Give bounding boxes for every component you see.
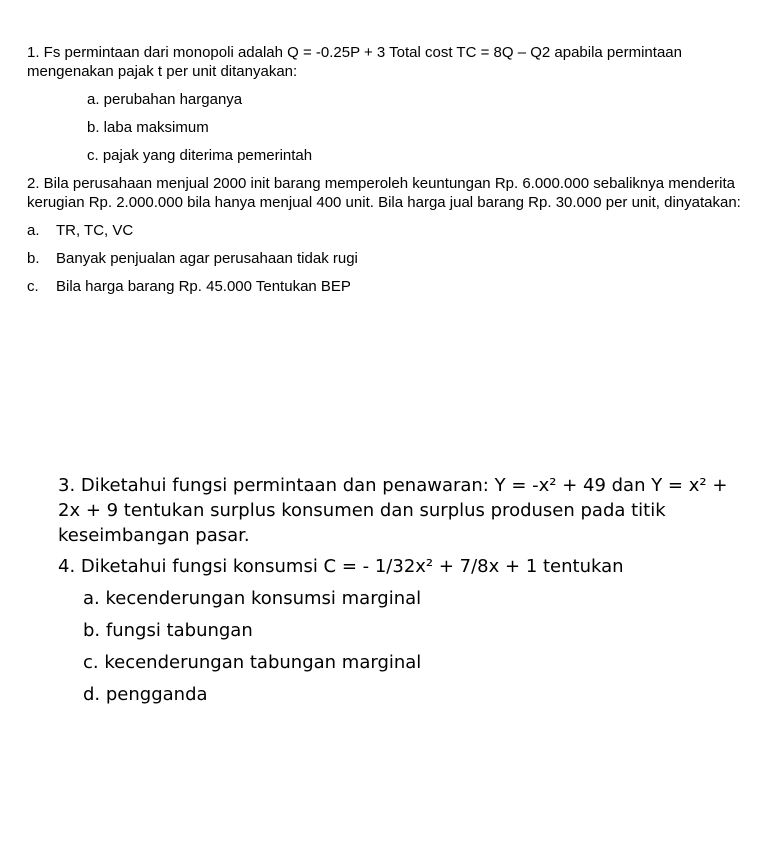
item-text: Banyak penjualan agar perusahaan tidak rugi (56, 250, 358, 267)
item-marker: c. (27, 278, 39, 295)
questions-part-1 (27, 43, 743, 296)
question-1-text: 1. Fs permintaan dari monopoli adalah Q = -0.25P + 3 Total cost TC = 8Q – Q2 apabila permintaan mengenakan pajak t per unit ditanyakan: (27, 44, 682, 80)
question-1-subitems (87, 90, 743, 165)
question-4-subitems (83, 586, 738, 707)
question-2-item-c (27, 277, 743, 296)
question-2-subitems (27, 221, 743, 296)
question-4-item-b: b. fungsi tabungan (83, 620, 253, 641)
question-2-item-a (27, 221, 743, 240)
question-1-item-c: c. pajak yang diterima pemerintah (87, 147, 313, 164)
questions-part-2 (58, 473, 738, 707)
question-2-item-b (27, 249, 743, 268)
question-3-text: 3. Diketahui fungsi permintaan dan penawaran: Y = -x² + 49 dan Y = x² + 2x + 9 tentukan surplus konsumen dan surplus produsen pada titik keseimbangan pasar. (58, 475, 728, 546)
item-marker: a. (27, 222, 40, 239)
question-4-item-d: d. pengganda (83, 684, 208, 705)
question-4-item-c: c. kecenderungan tabungan marginal (83, 652, 422, 673)
item-text: Bila harga barang Rp. 45.000 Tentukan BEP (56, 278, 351, 295)
item-text: TR, TC, VC (56, 222, 134, 239)
question-2-text: 2. Bila perusahaan menjual 2000 init barang memperoleh keuntungan Rp. 6.000.000 sebaliknya menderita kerugian Rp. 2.000.000 bila hanya menjual 400 unit. Bila harga jual barang Rp. 30.000 per unit, dinyatakan: (27, 175, 741, 211)
question-4-text: 4. Diketahui fungsi konsumsi C = - 1/32x² + 7/8x + 1 tentukan (58, 556, 624, 577)
question-1-item-a: a. perubahan harganya (87, 91, 243, 108)
question-4-item-a: a. kecenderungan konsumsi marginal (83, 588, 422, 609)
item-marker: b. (27, 250, 40, 267)
question-1-item-b: b. laba maksimum (87, 119, 209, 136)
